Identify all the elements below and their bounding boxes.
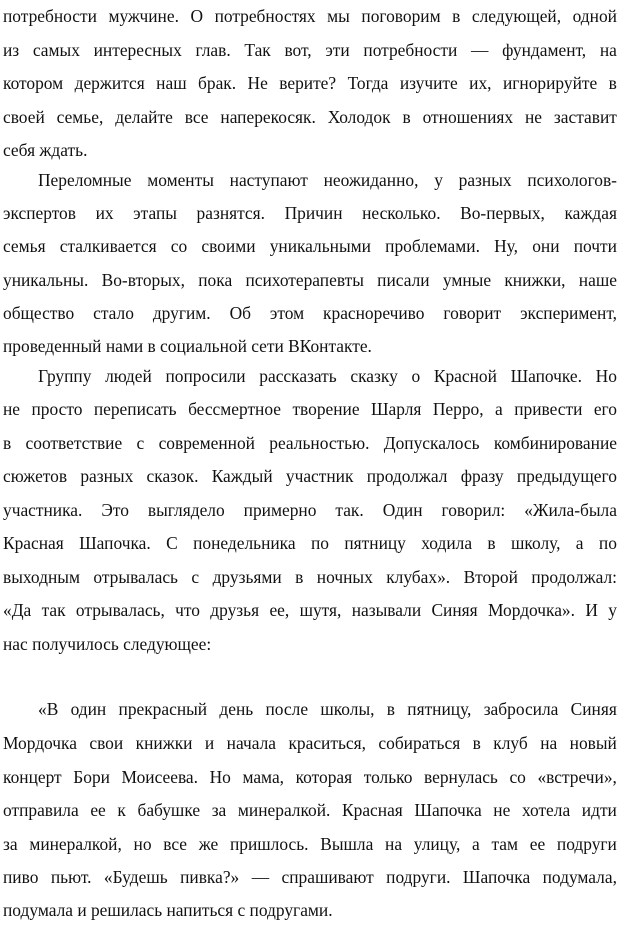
word: фундамент, [502,40,587,60]
word: друзьями [212,567,282,587]
word: семье, [56,107,104,127]
word: предыдущего [516,466,617,486]
word: писали [377,270,430,290]
word: Синяя [570,699,617,719]
word: Шапочке. [510,366,582,386]
word: Так [244,40,271,60]
word: шутя, [299,600,342,620]
word: собираться [378,733,461,753]
word: Красная [3,533,64,553]
word: И [585,600,598,620]
word: улицу, [413,834,461,854]
word: же [198,834,219,854]
word: Синяя [431,600,478,620]
word: а [575,533,584,553]
word: школы, [320,699,375,719]
word: уникальными [269,236,371,256]
word: Шапочка [414,800,482,820]
text-line [3,393,617,425]
word: О [190,6,204,26]
word: комбинирование [493,433,617,453]
word: у [608,600,617,620]
word: сталкивается [59,236,157,256]
word: игнорируйте [502,73,598,93]
word: один [70,699,107,719]
word: в [402,107,411,127]
word: а [495,399,503,419]
word: разных [80,466,134,486]
word: продолжал: [531,567,617,587]
word: Один [382,500,423,520]
word: клубах». [386,567,451,587]
word: по [598,533,617,553]
word: отправила [3,800,79,820]
word: Группу [38,366,92,386]
word: идти [581,800,617,820]
word: Шапочка. [79,533,151,553]
word: не [524,107,543,127]
word: в [472,733,481,753]
word: подумала, [542,867,617,887]
word: эти [325,40,350,60]
word: потребности [363,40,458,60]
word: концерт [3,767,62,787]
word: к [117,800,126,820]
word: следующей, [471,6,562,26]
word: Шарля [371,399,422,419]
word: клуб [493,733,528,753]
word: после [265,699,309,719]
word: Во-вторых, [101,270,185,290]
word: со [509,767,526,787]
word: потребности [3,6,97,26]
word: другим. [152,303,211,323]
word: говорил: [441,500,506,520]
word: Второй [463,567,518,587]
word: участник [285,466,354,486]
word: в [3,433,12,453]
word: понедельника [193,533,296,553]
text-line [3,34,617,66]
word: их [95,203,114,223]
word: психотерапевты [245,270,364,290]
word: школу, [511,533,561,553]
word: пятницу, [407,699,472,719]
word: этом [269,303,305,323]
word: новый [569,733,617,753]
word: свои [89,733,124,753]
word: они [532,236,560,256]
text-line [3,67,617,99]
word: экспертов [3,203,76,223]
text-line [3,101,617,133]
word: вернулась [424,767,498,787]
word: «Да [3,600,32,620]
word: пришлось. [229,834,309,854]
word: своей [3,107,45,127]
word: о [411,366,421,386]
word: ходила [421,533,473,553]
word: из [3,40,20,60]
word: по [310,533,329,553]
word: на [385,834,403,854]
word: его [593,399,617,419]
word: отрывалась [93,567,178,587]
word: — [251,867,270,887]
word: Во-первых, [460,203,545,223]
word: подруги. [386,867,451,887]
word: пьют. [50,867,92,887]
word: Моисеева. [121,767,198,787]
word: попросили [165,366,246,386]
text-line [3,561,617,593]
text-line [3,761,617,793]
word: со [170,236,188,256]
word: держится [74,73,145,93]
word: потребностях [214,6,316,26]
word: наш [156,73,187,93]
word: подруги [556,834,617,854]
word: в [452,6,461,26]
word: своими [201,236,256,256]
word: отрывалась, [75,600,165,620]
word: просто [31,399,83,419]
word: Вышла [320,834,374,854]
word: пиво [3,867,39,887]
word: сказку [350,366,398,386]
word: глав. [195,40,231,60]
word: пятницу [344,533,406,553]
word: краситься, [288,733,366,753]
word: Перро, [432,399,484,419]
word: людей [105,366,152,386]
word: забросила [483,699,559,719]
word: «Будешь [103,867,168,887]
word: «В [38,699,59,719]
word: красноречиво [323,303,425,323]
word: на [540,733,558,753]
word: переписать [93,399,177,419]
word: пивка?» [180,867,240,887]
word: участника. [3,500,83,520]
word: пока [198,270,233,290]
word: сюжетов [3,466,68,486]
word: у [434,170,443,190]
word: реальностью. [269,433,370,453]
word: в [487,533,496,553]
word: которая [295,767,353,787]
word: Но [595,366,617,386]
word: минералкой, [29,834,122,854]
word: хотела [521,800,571,820]
word: начала [226,733,277,753]
word: «встречи», [537,767,617,787]
word: с [136,433,145,453]
text-line [3,427,617,459]
word: в [295,567,304,587]
word: но [133,834,152,854]
word: книжки [135,733,193,753]
word: отношениях [422,107,514,127]
word: все [163,834,188,854]
word: примерно [243,500,317,520]
word: уникальны. [3,270,89,290]
word: Об [229,303,251,323]
word: Ну, [494,236,518,256]
word: за [3,834,18,854]
word: одной [572,6,617,26]
word: моменты [147,170,214,190]
word: спрашивают [281,867,374,887]
word: не [493,800,511,820]
text-line [3,0,617,32]
word: рассказать [259,366,337,386]
word: брак. [198,73,237,93]
word: неожиданно, [323,170,419,190]
word: наше [578,270,617,290]
word: Мордочка». [488,600,575,620]
word: наступают [229,170,308,190]
word: Бори [73,767,110,787]
word: с [191,567,200,587]
word: ее [529,834,546,854]
word: мужчине. [108,6,179,26]
word: современной [158,433,255,453]
word: Тогда [347,73,389,93]
word: проблемами. [385,236,480,256]
word: этапы [133,203,177,223]
word: фразу [460,466,504,486]
word: поговорим [361,6,441,26]
text-line: проведенный нами в социальной сети ВКонтакте. [3,336,372,356]
word: Переломные [38,170,132,190]
word: там [491,834,519,854]
word: книжки, [504,270,566,290]
text-line [3,264,617,296]
paragraph-first-line [38,360,617,392]
text-line [3,494,617,526]
word: делайте [115,107,173,127]
word: Холодок [327,107,391,127]
text-line [3,727,617,759]
word: мы [327,6,350,26]
word: Но [209,767,231,787]
word: Красная [342,800,403,820]
word: интересных [93,40,182,60]
word: умные [442,270,492,290]
word: в [608,73,617,93]
word: котором [3,73,64,93]
word: привести [514,399,583,419]
text-line: подумала и решилась напиться с подругами. [3,900,333,920]
text-line: себя ждать. [3,140,88,160]
word: соответствие [25,433,123,453]
word: самых [32,40,80,60]
word: друзья [210,600,260,620]
word: сказок. [146,466,199,486]
word: верите? [279,73,337,93]
text-line [3,794,617,826]
word: говорит [443,303,502,323]
word: семья [3,236,46,256]
word: на [599,40,617,60]
word: Шапочка [462,867,531,887]
word: ее [90,800,106,820]
word: изучите [399,73,458,93]
paragraph-first-line [38,164,617,196]
word: выглядело [147,500,225,520]
word: разных [458,170,512,190]
text-line: нас получилось следующее: [3,634,212,654]
word: в [386,699,395,719]
word: «Жила-была [524,500,617,520]
word: их, [469,73,492,93]
word: Допускалось [383,433,480,453]
word: вот, [284,40,312,60]
word: бессмертное [188,399,281,419]
word: так. [335,500,364,520]
word: почти [573,236,617,256]
text-line [3,594,617,626]
word: заставит [553,107,617,127]
word: мама, [242,767,285,787]
word: не [3,399,21,419]
word: а [472,834,480,854]
paragraph-first-line [38,693,617,725]
text-line [3,527,617,559]
word: прекрасный [118,699,208,719]
word: Не [247,73,268,93]
word: каждая [564,203,617,223]
word: и [204,733,215,753]
word: творение [292,399,360,419]
word: Это [101,500,129,520]
word: наперекосяк. [220,107,316,127]
word: называли [351,600,422,620]
word: разнятся. [196,203,265,223]
text-line [3,297,617,329]
text-line [3,230,617,262]
word: выходным [3,567,80,587]
word: стало [93,303,134,323]
word: — [471,40,489,60]
word: день [219,699,254,719]
word: Причин [284,203,343,223]
word: Каждый [211,466,273,486]
word: бабушке [137,800,201,820]
word: минералкой. [237,800,331,820]
word: эксперимент, [520,303,617,323]
text-line [3,861,617,893]
word: С [166,533,178,553]
word: психологов- [527,170,617,190]
word: за [211,800,227,820]
word: что [175,600,200,620]
word: продолжал [366,466,448,486]
word: Красной [433,366,497,386]
word: все [184,107,209,127]
text-line [3,197,617,229]
text-line [3,828,617,860]
word: ее, [269,600,290,620]
word: общество [3,303,75,323]
text-line [3,460,617,492]
word: несколько. [362,203,441,223]
word: Мордочка [3,733,77,753]
word: ночных [316,567,373,587]
word: так [41,600,66,620]
word: только [363,767,413,787]
